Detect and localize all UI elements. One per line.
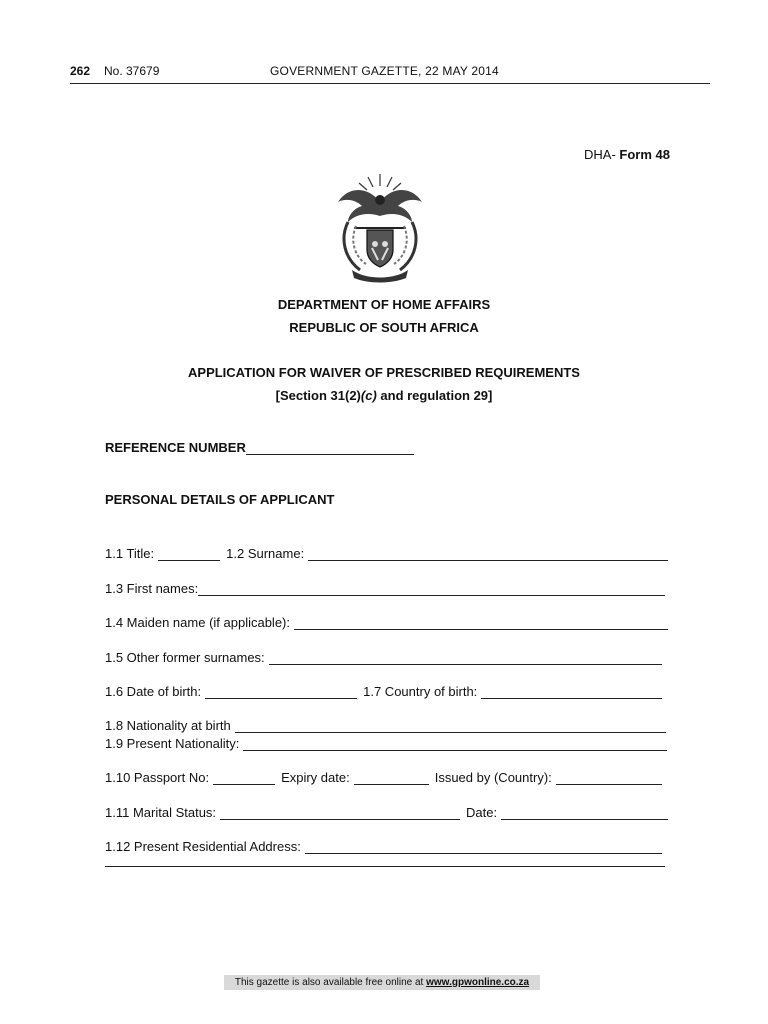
other-surnames-label: 1.5 Other former surnames:: [105, 650, 265, 665]
first-names-field[interactable]: [198, 583, 665, 596]
form-code-number: Form 48: [619, 147, 670, 162]
form-code: [584, 147, 670, 162]
issued-by-field[interactable]: [556, 772, 662, 785]
other-surnames-row: [105, 650, 662, 665]
residential-address-row: [105, 839, 662, 854]
gazette-header: [70, 64, 710, 84]
marital-status-label: 1.11 Marital Status:: [105, 805, 217, 820]
country-name: REPUBLIC OF SOUTH AFRICA: [289, 320, 479, 335]
marital-status-row: [105, 805, 668, 820]
footer-banner: [224, 975, 540, 990]
maiden-name-label: 1.4 Maiden name (if applicable):: [105, 615, 290, 630]
surname-field[interactable]: [308, 548, 668, 561]
country-of-birth-label: 1.7 Country of birth:: [363, 684, 478, 699]
title-surname-row: [105, 546, 668, 561]
page-number: 262: [70, 64, 91, 78]
footer-link[interactable]: www.gpwonline.co.za: [426, 977, 530, 988]
date-field[interactable]: [501, 807, 668, 820]
form-code-prefix: DHA-: [584, 147, 616, 162]
coat-of-arms-emblem: [330, 172, 430, 284]
issued-by-label: Issued by (Country):: [434, 770, 552, 785]
nationality-at-birth-label: 1.8 Nationality at birth: [105, 718, 231, 733]
other-surnames-field[interactable]: [269, 652, 662, 665]
residential-address-line-2[interactable]: [105, 866, 665, 867]
country-of-birth-field[interactable]: [481, 686, 662, 699]
present-nationality-field[interactable]: [243, 738, 667, 751]
header-divider: [70, 83, 710, 84]
passport-row: [105, 770, 662, 785]
title-field[interactable]: [158, 548, 220, 561]
birth-details-row: [105, 684, 662, 699]
residential-address-label: 1.12 Present Residential Address:: [105, 839, 301, 854]
gazette-title: GOVERNMENT GAZETTE, 22 MAY 2014: [270, 64, 499, 78]
residential-address-field[interactable]: [305, 841, 662, 854]
passport-no-label: 1.10 Passport No:: [105, 770, 210, 785]
title-label: 1.1 Title:: [105, 546, 155, 561]
section-heading: PERSONAL DETAILS OF APPLICANT: [105, 492, 335, 507]
passport-no-field[interactable]: [213, 772, 275, 785]
maiden-name-row: [105, 615, 668, 630]
reference-number-label: REFERENCE NUMBER: [105, 440, 246, 455]
application-title: APPLICATION FOR WAIVER OF PRESCRIBED REQUIREMENTS: [188, 365, 580, 380]
first-names-label: 1.3 First names:: [105, 581, 199, 596]
issue-number: No. 37679: [104, 64, 160, 78]
marital-status-field[interactable]: [220, 807, 460, 820]
surname-label: 1.2 Surname:: [226, 546, 305, 561]
footer-text: This gazette is also available free online at: [234, 977, 424, 988]
dob-field[interactable]: [205, 686, 357, 699]
nationality-at-birth-row: [105, 718, 666, 733]
maiden-name-field[interactable]: [294, 617, 668, 630]
date-label: Date:: [466, 805, 498, 820]
nationality-at-birth-field[interactable]: [235, 720, 666, 733]
regulation-reference: and regulation 29]: [376, 388, 493, 403]
first-names-row: [105, 581, 665, 596]
department-name: DEPARTMENT OF HOME AFFAIRS: [277, 297, 491, 312]
reference-number-field[interactable]: [246, 442, 414, 455]
present-nationality-row: [105, 736, 667, 751]
dob-label: 1.6 Date of birth:: [105, 684, 202, 699]
expiry-date-field[interactable]: [354, 772, 429, 785]
expiry-date-label: Expiry date:: [281, 770, 350, 785]
section-subparagraph: (c): [360, 388, 377, 403]
legislation-reference: [0, 388, 768, 403]
reference-number-row: [105, 440, 414, 455]
section-reference: [Section 31(2): [275, 388, 361, 403]
present-nationality-label: 1.9 Present Nationality:: [105, 736, 240, 751]
